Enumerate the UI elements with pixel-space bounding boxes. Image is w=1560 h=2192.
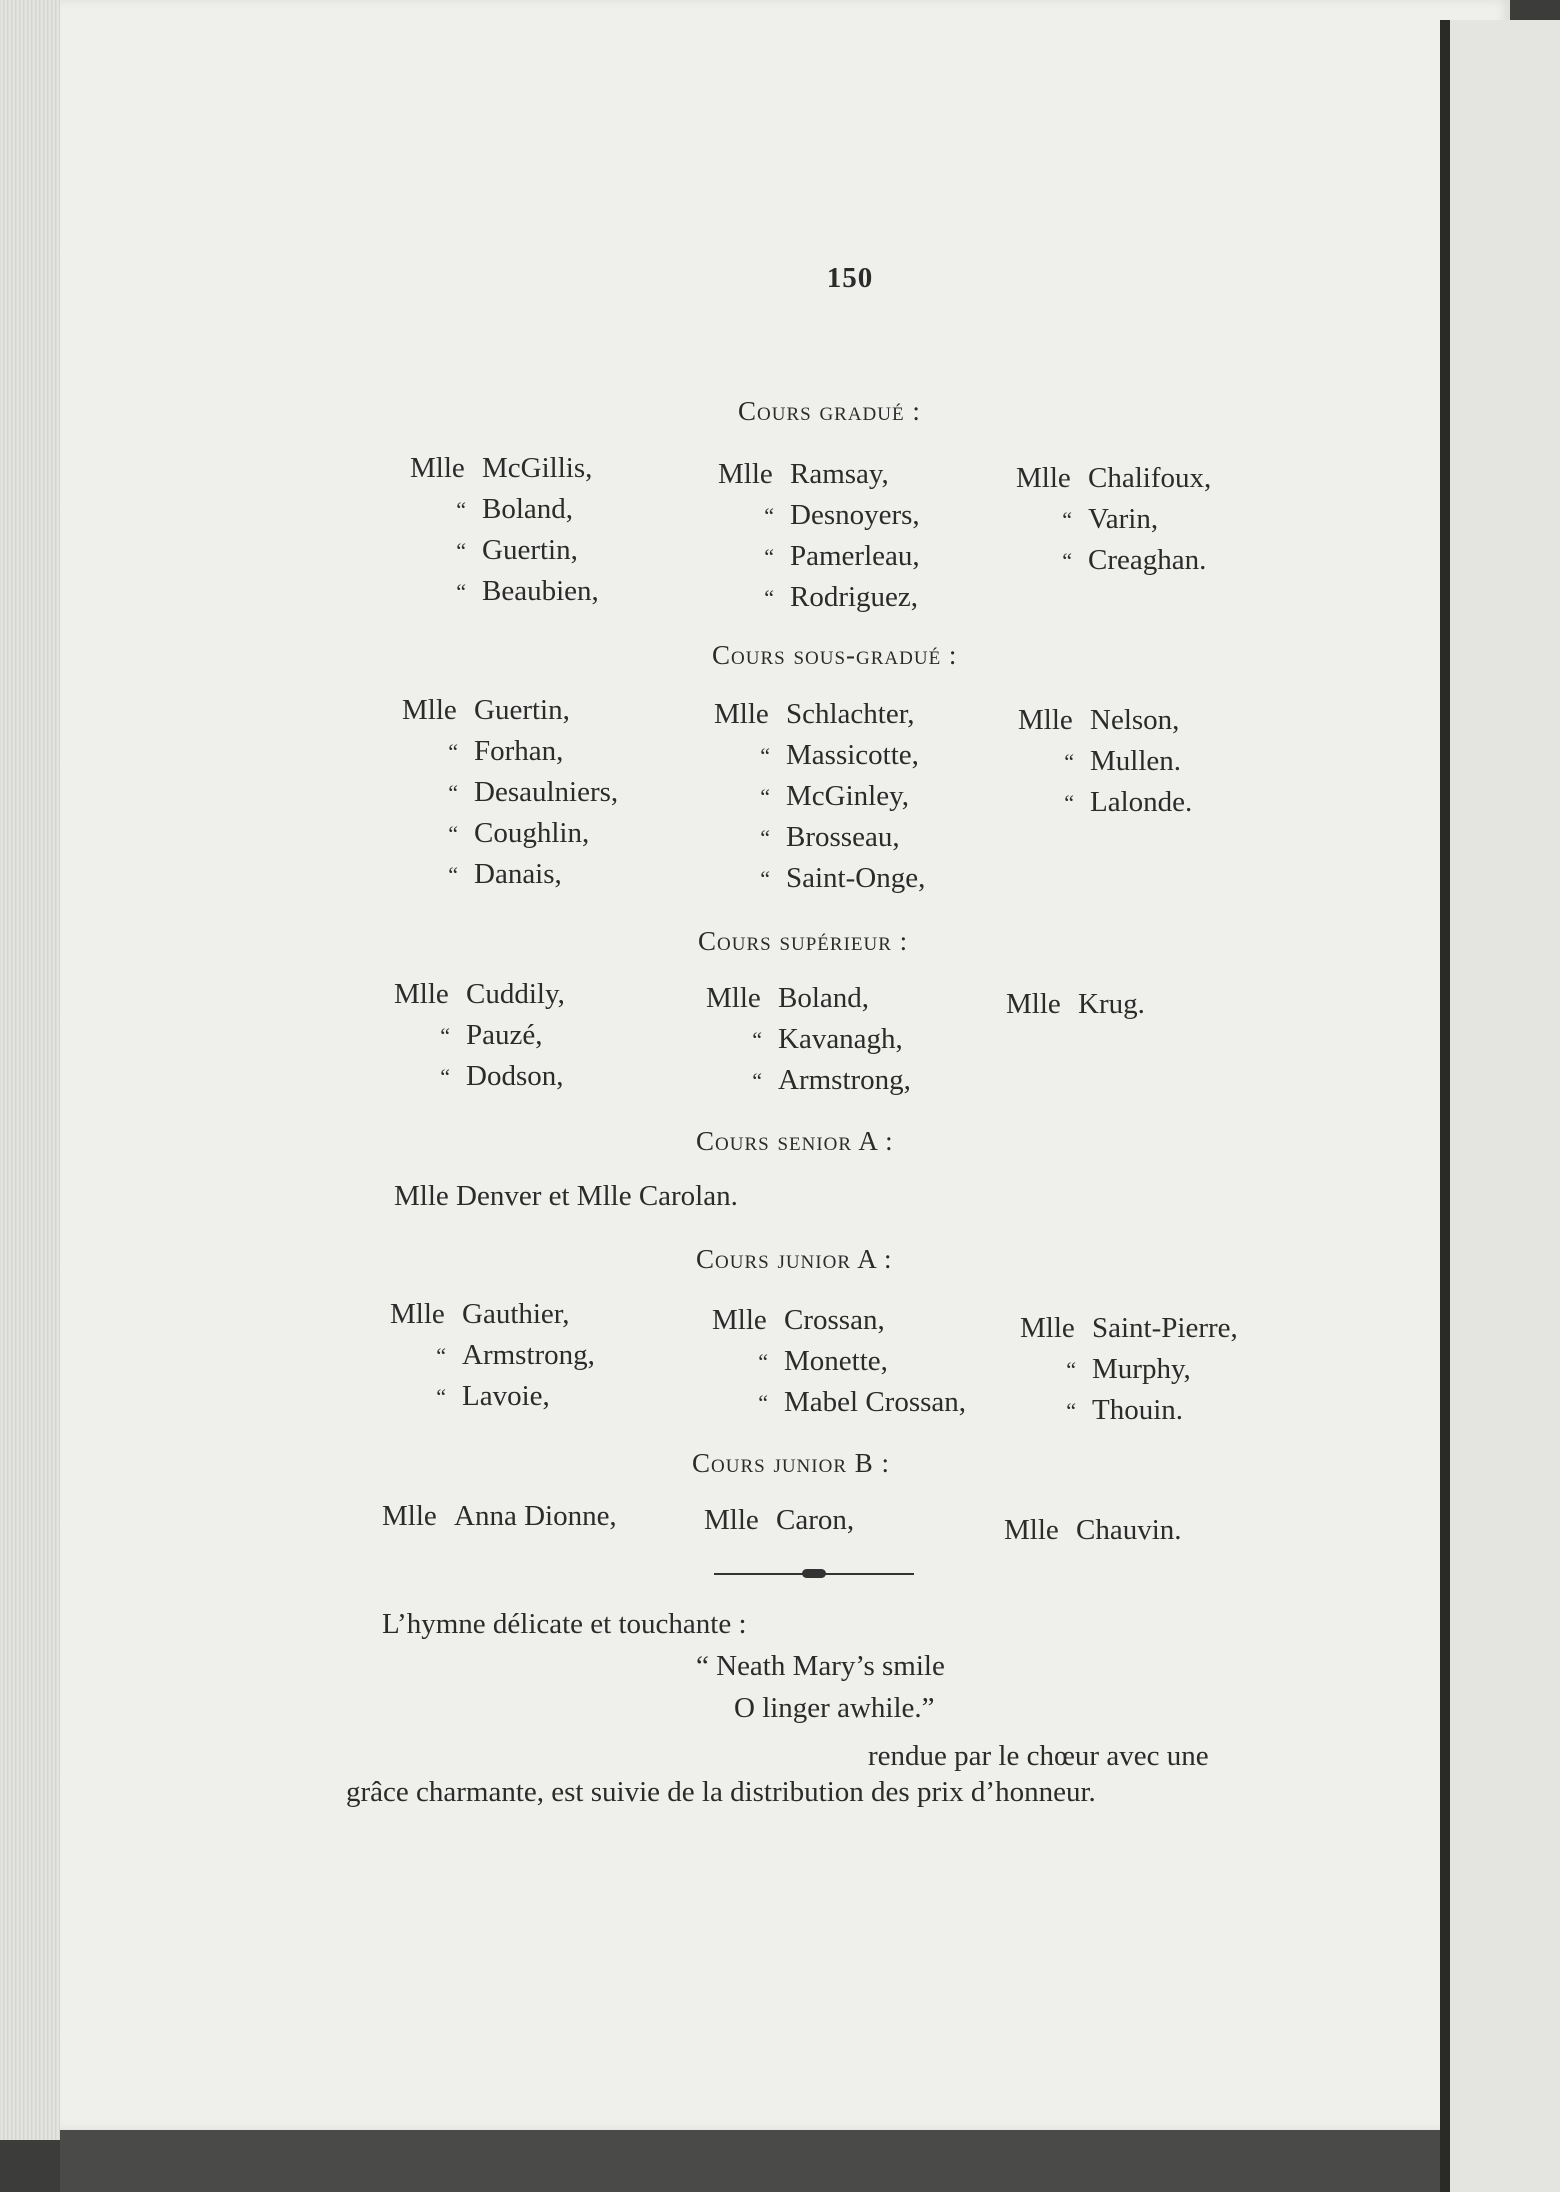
closing-line-4: grâce charmante, est suivie de la distribution des prix d’honneur.: [346, 1776, 1096, 1808]
section-heading-cours-superieur: Cours supérieur :: [698, 926, 909, 956]
page-number: 150: [826, 262, 874, 294]
name-row: [410, 530, 599, 571]
ditto-mark: “: [448, 821, 458, 846]
names-column: [706, 978, 911, 1101]
ditto-mark: “: [764, 503, 774, 528]
name-row: [712, 1382, 966, 1423]
name-row: [714, 817, 925, 858]
names-column: [712, 1300, 966, 1423]
title-label: Mlle: [1020, 1312, 1075, 1344]
title-label: Mlle: [704, 1504, 759, 1536]
name-row: [1020, 1349, 1238, 1390]
ditto-mark: “: [760, 784, 770, 809]
name-row: [704, 1500, 854, 1541]
name-text: Danais,: [474, 858, 562, 890]
name-text: Coughlin,: [474, 817, 590, 849]
name-text: Lalonde.: [1090, 786, 1193, 818]
name-text: Chalifoux,: [1088, 462, 1212, 494]
ditto-mark: “: [440, 1023, 450, 1048]
name-text: Cuddily,: [466, 978, 565, 1010]
title-label: Mlle: [402, 694, 457, 726]
ditto-mark: “: [448, 739, 458, 764]
name-row: [1020, 1390, 1238, 1431]
title-label: Mlle: [712, 1304, 767, 1336]
hymn-quote-line-2: O linger awhile.”: [734, 1692, 935, 1724]
ditto-mark: “: [764, 544, 774, 569]
name-row: [1018, 741, 1192, 782]
name-text: Saint-Pierre,: [1092, 1312, 1238, 1344]
name-text: Armstrong,: [778, 1064, 911, 1096]
name-text: Krug.: [1078, 988, 1145, 1020]
name-row: [718, 495, 920, 536]
section-heading-cours-gradue: Cours gradué :: [738, 396, 921, 426]
name-text: Creaghan.: [1088, 544, 1207, 576]
name-row: [390, 1335, 595, 1376]
name-text: Chauvin.: [1076, 1514, 1182, 1546]
names-column: [704, 1500, 854, 1541]
name-row: [1018, 782, 1192, 823]
name-row: [390, 1376, 595, 1417]
ditto-mark: “: [1066, 1357, 1076, 1382]
name-row: [1006, 984, 1145, 1025]
title-label: Mlle: [1004, 1514, 1059, 1546]
name-text: Brosseau,: [786, 821, 900, 853]
title-label: Mlle: [390, 1298, 445, 1330]
name-row: [1020, 1308, 1238, 1349]
name-row: [410, 489, 599, 530]
ditto-mark: “: [448, 862, 458, 887]
names-column: [1004, 1510, 1182, 1551]
name-row: [1004, 1510, 1182, 1551]
section-heading-cours-junior-a: Cours junior A :: [696, 1244, 893, 1274]
name-row: [394, 1015, 565, 1056]
name-text: Kavanagh,: [778, 1023, 903, 1055]
name-text: Ramsay,: [790, 458, 889, 490]
name-text: Crossan,: [784, 1304, 885, 1336]
section-heading-cours-senior-a: Cours senior A :: [696, 1126, 894, 1156]
ditto-mark: “: [1066, 1398, 1076, 1423]
ditto-mark: “: [440, 1064, 450, 1089]
name-text: McGillis,: [482, 452, 593, 484]
ditto-mark: “: [436, 1384, 446, 1409]
name-row: [410, 571, 599, 612]
ditto-mark: “: [448, 780, 458, 805]
name-row: [410, 448, 599, 489]
names-column: [1016, 458, 1211, 581]
section-heading-cours-junior-b: Cours junior B :: [692, 1448, 891, 1478]
name-text: Forhan,: [474, 735, 564, 767]
name-row: [714, 776, 925, 817]
name-row: [1016, 458, 1211, 499]
title-label: Mlle: [394, 978, 449, 1010]
name-row: [706, 978, 911, 1019]
name-row: [402, 772, 618, 813]
ditto-mark: “: [760, 743, 770, 768]
name-row: [1016, 499, 1211, 540]
name-text: Pamerleau,: [790, 540, 920, 572]
title-label: Mlle: [706, 982, 761, 1014]
names-column: [714, 694, 925, 899]
name-row: [1018, 700, 1192, 741]
senior-a-names: Mlle Denver et Mlle Carolan.: [394, 1180, 738, 1212]
ditto-mark: “: [456, 579, 466, 604]
name-text: Saint-Onge,: [786, 862, 926, 894]
divider-ornament: [714, 1568, 914, 1580]
title-label: Mlle: [1016, 462, 1071, 494]
names-column: [410, 448, 599, 612]
name-text: Anna Dionne,: [454, 1500, 617, 1532]
name-row: [718, 536, 920, 577]
name-row: [712, 1300, 966, 1341]
name-row: [718, 454, 920, 495]
title-label: Mlle: [1006, 988, 1061, 1020]
name-text: Dodson,: [466, 1060, 564, 1092]
name-text: Varin,: [1088, 503, 1159, 535]
name-row: [718, 577, 920, 618]
ditto-mark: “: [456, 497, 466, 522]
name-text: Thouin.: [1092, 1394, 1184, 1426]
name-row: [382, 1496, 617, 1537]
name-row: [390, 1294, 595, 1335]
name-text: Nelson,: [1090, 704, 1180, 736]
ditto-mark: “: [456, 538, 466, 563]
name-text: Boland,: [482, 493, 574, 525]
name-row: [714, 735, 925, 776]
name-text: Boland,: [778, 982, 870, 1014]
name-text: Monette,: [784, 1345, 888, 1377]
name-row: [402, 854, 618, 895]
names-column: [718, 454, 920, 618]
name-row: [402, 731, 618, 772]
name-text: Schlachter,: [786, 698, 915, 730]
name-row: [714, 858, 925, 899]
names-column: [1006, 984, 1145, 1025]
name-text: Guertin,: [482, 534, 578, 566]
ditto-mark: “: [758, 1390, 768, 1415]
title-label: Mlle: [410, 452, 465, 484]
name-text: Guertin,: [474, 694, 570, 726]
names-column: [402, 690, 618, 895]
name-text: Caron,: [776, 1504, 855, 1536]
closing-intro: L’hymne délicate et touchante :: [382, 1608, 747, 1640]
name-text: Mabel Crossan,: [784, 1386, 967, 1418]
name-text: Massicotte,: [786, 739, 919, 771]
ditto-mark: “: [752, 1027, 762, 1052]
section-heading-cours-sous-gradue: Cours sous-gradué :: [712, 640, 958, 670]
closing-line-3: rendue par le chœur avec une: [868, 1740, 1209, 1772]
ditto-mark: “: [752, 1068, 762, 1093]
title-label: Mlle: [382, 1500, 437, 1532]
name-row: [706, 1060, 911, 1101]
name-text: Gauthier,: [462, 1298, 570, 1330]
ditto-mark: “: [1064, 790, 1074, 815]
name-row: [402, 690, 618, 731]
names-column: [394, 974, 565, 1097]
name-text: Armstrong,: [462, 1339, 595, 1371]
title-label: Mlle: [718, 458, 773, 490]
name-text: Lavoie,: [462, 1380, 550, 1412]
ditto-mark: “: [1062, 507, 1072, 532]
ditto-mark: “: [1062, 548, 1072, 573]
name-row: [394, 1056, 565, 1097]
names-column: [1018, 700, 1192, 823]
ditto-mark: “: [764, 585, 774, 610]
ditto-mark: “: [1064, 749, 1074, 774]
name-text: Pauzé,: [466, 1019, 543, 1051]
name-text: Murphy,: [1092, 1353, 1191, 1385]
title-label: Mlle: [1018, 704, 1073, 736]
name-row: [1016, 540, 1211, 581]
name-text: Mullen.: [1090, 745, 1182, 777]
name-row: [394, 974, 565, 1015]
name-text: Rodriguez,: [790, 581, 919, 613]
ditto-mark: “: [436, 1343, 446, 1368]
name-row: [714, 694, 925, 735]
name-row: [706, 1019, 911, 1060]
title-label: Mlle: [714, 698, 769, 730]
names-column: [390, 1294, 595, 1417]
ditto-mark: “: [760, 825, 770, 850]
name-text: McGinley,: [786, 780, 909, 812]
hymn-quote-line-1: “ Neath Mary’s smile: [696, 1650, 945, 1682]
names-column: [382, 1496, 617, 1537]
name-text: Desaulniers,: [474, 776, 619, 808]
ditto-mark: “: [758, 1349, 768, 1374]
name-text: Beaubien,: [482, 575, 599, 607]
name-text: Desnoyers,: [790, 499, 920, 531]
names-column: [1020, 1308, 1238, 1431]
name-row: [402, 813, 618, 854]
name-row: [712, 1341, 966, 1382]
ditto-mark: “: [760, 866, 770, 891]
